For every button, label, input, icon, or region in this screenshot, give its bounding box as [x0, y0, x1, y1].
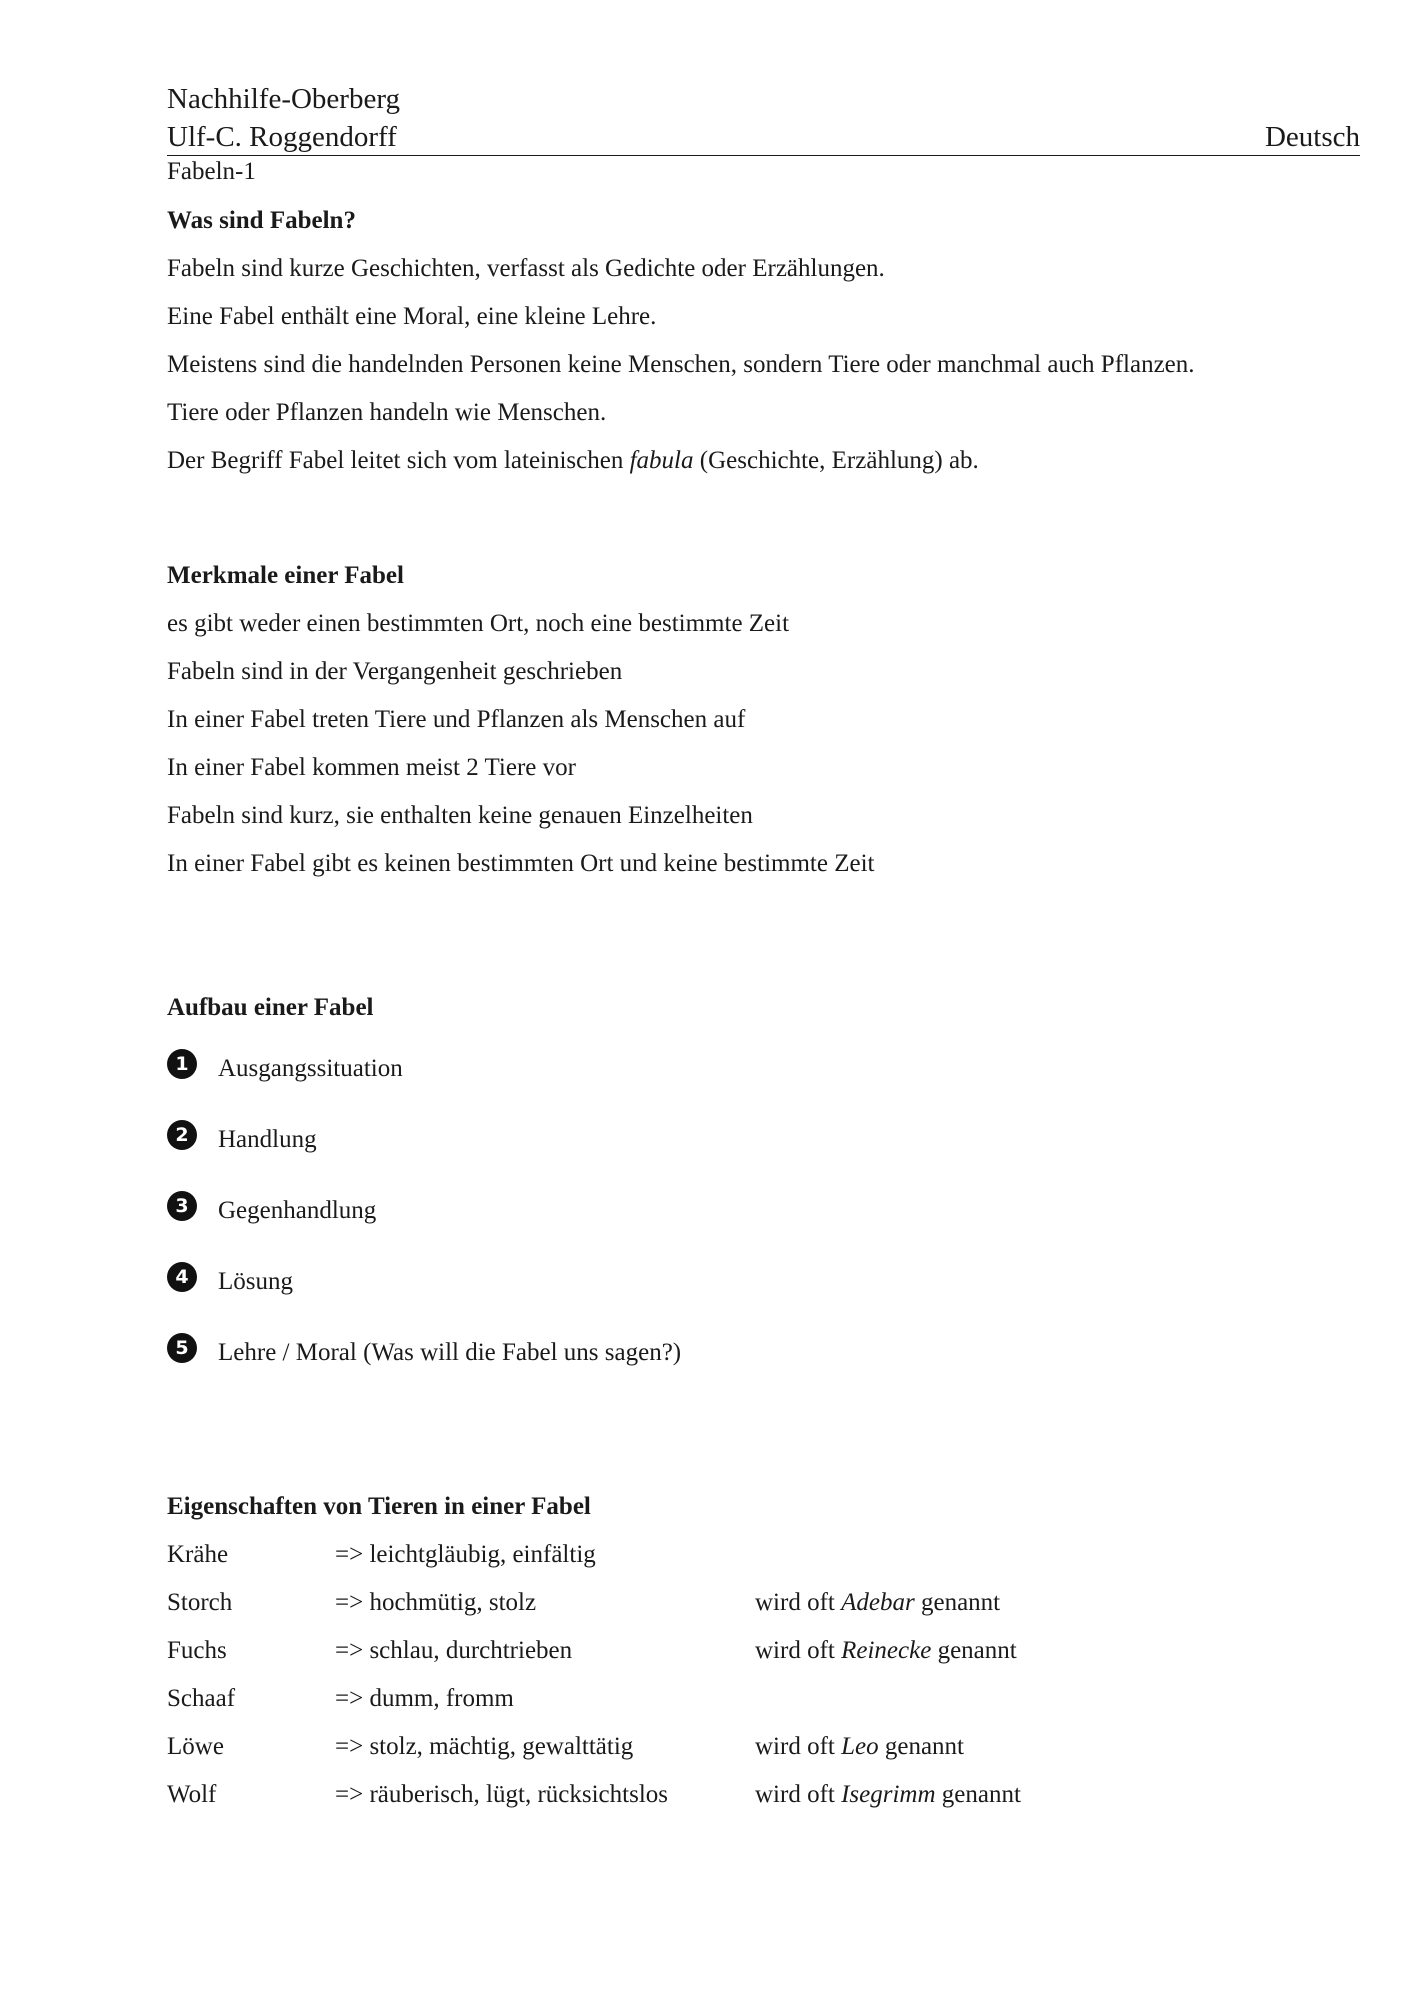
structure-step: [167, 1266, 293, 1302]
feature-line: In einer Fabel kommen meist 2 Tiere vor: [167, 754, 576, 781]
animal-traits: => stolz, mächtig, gewalttätig: [335, 1733, 634, 1760]
animal-nickname-note: [755, 1589, 1000, 1617]
step-label: Gegenhandlung: [218, 1197, 377, 1224]
step-label: Lösung: [218, 1268, 293, 1295]
animal-traits: => räuberisch, lügt, rücksichtslos: [335, 1781, 668, 1808]
structure-step: [167, 1053, 403, 1089]
step-label: Handlung: [218, 1126, 317, 1153]
section-heading-was-sind-fabeln: Was sind Fabeln?: [167, 207, 356, 234]
structure-step: [167, 1195, 377, 1231]
animal-traits: => leichtgläubig, einfältig: [335, 1541, 596, 1568]
animal-traits: => dumm, fromm: [335, 1685, 514, 1712]
number-1-icon: 1: [167, 1049, 197, 1079]
paragraph-line: Eine Fabel enthält eine Moral, eine kleine Lehre.: [167, 303, 657, 330]
text-segment: genannt: [931, 1637, 1017, 1664]
number-4-icon: 4: [167, 1262, 197, 1292]
animal-name: Schaaf: [167, 1685, 236, 1712]
text-segment: Der Begriff Fabel leitet sich vom lateinischen: [167, 447, 630, 474]
text-segment: genannt: [914, 1589, 1001, 1616]
animal-nickname-note: [755, 1733, 964, 1761]
animal-nickname-note: [755, 1781, 1021, 1809]
paragraph-line: Meistens sind die handelnden Personen keine Menschen, sondern Tiere oder manchmal auch Pflanzen.: [167, 351, 1195, 378]
paragraph-line-fabula: [167, 447, 979, 475]
animal-row: [167, 1733, 1167, 1767]
text-segment: wird oft: [755, 1781, 842, 1808]
header-author-row: [167, 121, 1360, 156]
animal-name: Krähe: [167, 1541, 229, 1568]
step-label: Lehre / Moral (Was will die Fabel uns sagen?): [218, 1339, 682, 1366]
header-sheet: Fabeln-1: [167, 158, 256, 185]
animal-traits: => hochmütig, stolz: [335, 1589, 537, 1616]
animal-name: Fuchs: [167, 1637, 227, 1664]
header-author: Ulf-C. Roggendorff: [167, 121, 397, 153]
number-3-icon: 3: [167, 1191, 197, 1221]
animal-name: Storch: [167, 1589, 233, 1616]
step-label: Ausgangssituation: [218, 1055, 403, 1082]
header-org: Nachhilfe-Oberberg: [167, 83, 400, 115]
section-heading-eigenschaften: Eigenschaften von Tieren in einer Fabel: [167, 1493, 591, 1520]
text-segment: wird oft: [755, 1637, 842, 1664]
header-subject: Deutsch: [1264, 121, 1360, 153]
section-heading-merkmale: Merkmale einer Fabel: [167, 562, 404, 589]
feature-line: Fabeln sind kurz, sie enthalten keine genauen Einzelheiten: [167, 802, 753, 829]
animal-nickname: Adebar: [841, 1589, 915, 1616]
animal-row: [167, 1781, 1167, 1815]
number-5-icon: 5: [167, 1333, 197, 1363]
feature-line: Fabeln sind in der Vergangenheit geschrieben: [167, 658, 623, 685]
number-2-icon: 2: [167, 1120, 197, 1150]
paragraph-line: Tiere oder Pflanzen handeln wie Menschen.: [167, 399, 607, 426]
animal-nickname: Leo: [841, 1733, 879, 1760]
paragraph-line: Fabeln sind kurze Geschichten, verfasst als Gedichte oder Erzählungen.: [167, 255, 885, 282]
text-segment: (Geschichte, Erzählung) ab.: [693, 447, 979, 474]
animal-traits: => schlau, durchtrieben: [335, 1637, 573, 1664]
animal-nickname: Reinecke: [841, 1637, 932, 1664]
animal-row: [167, 1541, 1167, 1575]
animal-name: Löwe: [167, 1733, 224, 1760]
animal-nickname: Isegrimm: [841, 1781, 936, 1808]
text-segment: genannt: [878, 1733, 964, 1760]
animal-row: [167, 1637, 1167, 1671]
feature-line: In einer Fabel treten Tiere und Pflanzen als Menschen auf: [167, 706, 746, 733]
structure-step: [167, 1124, 317, 1160]
animal-row: [167, 1589, 1167, 1623]
structure-step: [167, 1337, 682, 1373]
feature-line: In einer Fabel gibt es keinen bestimmten Ort und keine bestimmte Zeit: [167, 850, 875, 877]
latin-term: fabula: [629, 447, 694, 474]
section-heading-aufbau: Aufbau einer Fabel: [167, 994, 374, 1021]
animal-row: [167, 1685, 1167, 1719]
text-segment: wird oft: [755, 1589, 842, 1616]
feature-line: es gibt weder einen bestimmten Ort, noch eine bestimmte Zeit: [167, 610, 790, 637]
text-segment: wird oft: [755, 1733, 842, 1760]
text-segment: genannt: [935, 1781, 1021, 1808]
animal-name: Wolf: [167, 1781, 217, 1808]
animal-nickname-note: [755, 1637, 1017, 1665]
